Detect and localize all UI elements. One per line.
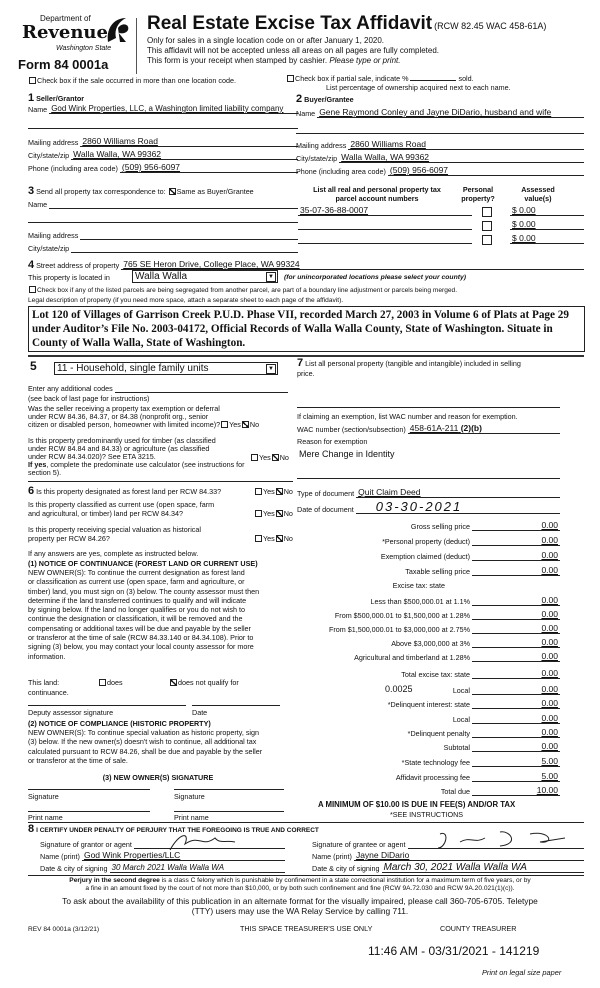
exempt-note: If claiming an exemption, list WAC number and reason for exemption.: [297, 412, 518, 421]
perjury-text: is a class C felony which is punishable by confinement in a state correctional institution for a maximum term of five years, or by: [159, 877, 531, 884]
treasurer-space-label: THIS SPACE TREASURER'S USE ONLY: [240, 924, 373, 933]
tax-row-label: Above $3,000,000 at 3%: [391, 639, 470, 648]
label: City/state/zip: [296, 154, 338, 163]
tax-row-label: Excise tax: state: [392, 581, 445, 590]
tax-row: [295, 624, 560, 634]
section-number: 6: [28, 485, 35, 497]
seller-phone-field[interactable]: (509) 956-6097: [120, 162, 298, 173]
tax-row-value[interactable]: 0.00: [472, 669, 560, 679]
partial-sold-label: sold.: [458, 74, 474, 83]
doc-date-field[interactable]: 03-30-2021: [356, 500, 560, 514]
tax-row-label: *Delinquent penalty: [407, 729, 470, 738]
section-number: 2: [296, 93, 303, 105]
tax-row-label: Affidavit processing fee: [395, 773, 470, 782]
parcel-number-value[interactable]: [298, 219, 472, 230]
print-name-line-1[interactable]: [28, 811, 150, 812]
corr-name-line2[interactable]: [28, 222, 298, 223]
tax-row: [295, 757, 560, 767]
dept-label: Department of: [40, 14, 91, 23]
q-text: under RCW 84.84 and 84.33) or agriculture (as classified: [28, 444, 210, 453]
dropdown-arrow-icon[interactable]: ▼: [266, 364, 276, 374]
alt-format-text: To ask about the availability of this publication in an alternate format for the visually impaired, please call 360-705-6705. Teletype: [62, 896, 538, 906]
tax-row: [295, 685, 560, 695]
section-divider: [28, 822, 584, 823]
assessed-header: Assessed: [521, 185, 555, 194]
tax-row: [295, 551, 560, 561]
tax-row-label: From $1,500,000.01 to $3,000,000 at 2.75%: [328, 625, 470, 634]
reason-field[interactable]: Mere Change in Identity: [299, 449, 395, 459]
property-street-field[interactable]: 765 SE Heron Drive, College Place, WA 99324: [121, 259, 584, 270]
q-bold: If yes: [28, 460, 47, 469]
timber-no-checkbox[interactable]: [272, 454, 279, 461]
forest-yes-checkbox[interactable]: [255, 488, 262, 495]
notice-line: NEW OWNER(S): To continue the current designation as forest land: [28, 568, 245, 577]
legal-description-field[interactable]: Lot 120 of Villages of Garrison Creek P.U.D. Phase VII, recorded March 27, 2003 in Volume 6 of Plats at Page 29 under Auditor’s File No. 2003-04172, Official Records of Walla Walla County, State of Washington. Situate in County of Walla Walla, State of Washington.: [28, 306, 585, 352]
tax-row-value[interactable]: 0.00: [472, 652, 560, 662]
signature-line-1[interactable]: [28, 789, 150, 790]
land-use-value: 11 - Household, single family units: [57, 363, 209, 374]
tax-row-value[interactable]: 0.00: [472, 685, 560, 695]
ownership-note: List percentage of ownership acquired next to each name.: [326, 83, 511, 92]
doc-type-field[interactable]: Quit Claim Deed: [356, 487, 560, 498]
date-label: Date: [192, 708, 208, 717]
personal-header: Personal: [462, 185, 494, 194]
tax-row-label: *Personal property (deduct): [382, 537, 470, 546]
historic-yes-checkbox[interactable]: [255, 535, 262, 542]
tax-row: [295, 596, 560, 606]
wac-sub: (2)(b): [460, 423, 482, 433]
print-name-line-2[interactable]: [174, 811, 284, 812]
tax-row-value[interactable]: 0.00: [472, 728, 560, 738]
personal-header-2: property?: [461, 194, 495, 203]
this-land-label: This land:: [28, 678, 60, 687]
partial-sale-checkbox[interactable]: [287, 75, 294, 82]
section-number: 1: [28, 92, 35, 104]
revenue-logo-icon: [104, 14, 130, 44]
wac-field[interactable]: [408, 423, 560, 434]
cashier-stamp: 11:46 AM - 03/31/2021 - 141219: [368, 944, 540, 958]
label: Signature of grantee or agent: [312, 840, 406, 849]
buyer-name-field[interactable]: Gene Raymond Conley and Jayne DiDario, husband and wife: [317, 107, 584, 118]
tax-row-value[interactable]: 0.00: [472, 638, 560, 648]
tax-row-value[interactable]: 0.00: [472, 536, 560, 546]
label: Date & city of signing: [312, 864, 380, 873]
does-qualify-checkbox[interactable]: [99, 679, 106, 686]
tax-row-label: Subtotal: [443, 743, 470, 752]
label: Enter any additional codes: [28, 384, 113, 393]
notice-line: calculated pursuant to RCW 84.26, shall be due and payable by the seller: [28, 746, 263, 756]
legal-label: Legal description of property (if you need more space, attach a separate sheet to each page of the affidavit).: [28, 297, 344, 304]
tax-row: [295, 521, 560, 531]
label: Street address of property: [36, 261, 120, 270]
assessed-value: $ 0.00: [510, 205, 584, 216]
personal-property-checkbox[interactable]: [482, 221, 492, 231]
tax-row-value[interactable]: 0.00: [472, 742, 560, 752]
legal-paper-note: Print on legal size paper: [482, 968, 562, 977]
q-text: and agricultural, or timber) land per RCW 84.34?: [28, 509, 184, 518]
tax-row-label: Exemption claimed (deduct): [380, 552, 470, 561]
corr-name-field[interactable]: [49, 198, 298, 209]
buyer-city-field[interactable]: Walla Walla, WA 99362: [339, 152, 584, 163]
s7-text: List all personal property (tangible and intangible) included in selling: [305, 359, 521, 368]
deputy-label: Deputy assessor signature: [28, 708, 114, 717]
notice-2-title: (2) NOTICE OF COMPLIANCE (HISTORIC PROPERTY): [28, 719, 211, 728]
q-text: under RCW 84.34.020)? See ETA 3215.: [28, 452, 156, 461]
certify-text: I CERTIFY UNDER PENALTY OF PERJURY THAT THE FOREGOING IS TRUE AND CORRECT: [36, 827, 319, 834]
if-any-note: If any answers are yes, complete as instructed below.: [28, 549, 199, 558]
does-label: does: [107, 678, 123, 687]
q-text: Is this property receiving special valuation as historical: [28, 525, 201, 534]
yes-label: Yes: [263, 487, 275, 496]
parcel-number-field[interactable]: [296, 233, 472, 244]
county-select[interactable]: [132, 270, 278, 283]
grantor-date-field[interactable]: 30 March 2021 Walla Walla WA: [110, 862, 285, 873]
notice-line: or classification as current use (open space, farm and agriculture, or: [28, 577, 245, 587]
deputy-signature-line[interactable]: [28, 705, 186, 706]
tax-row: [295, 610, 560, 620]
label: City/state/zip: [28, 244, 70, 253]
header-divider: [136, 18, 137, 74]
label: Name: [296, 109, 316, 118]
same-as-buyer-checkbox[interactable]: [169, 188, 176, 195]
header-line-3: This form is your receipt when stamped by cashier.: [147, 56, 328, 65]
tax-row-value[interactable]: 10.00: [472, 786, 560, 796]
signature-label: Signature: [28, 792, 59, 801]
assessed-value: $ 0.00: [510, 233, 584, 244]
additional-codes-field[interactable]: [115, 382, 288, 393]
tax-row-value[interactable]: 0.00: [472, 566, 560, 576]
label: Signature of grantor or agent: [40, 840, 132, 849]
no-label: No: [279, 453, 289, 462]
personal-property-checkbox[interactable]: [482, 207, 492, 217]
tax-row-value[interactable]: 0.00: [472, 699, 560, 709]
q-text: under RCW 84.36, 84.37, or 84.38 (nonprofit org., senior: [28, 412, 209, 421]
revision-label: REV 84 0001a (3/12/21): [28, 926, 100, 933]
q-text: Is this property designated as forest land per RCW 84.33?: [36, 487, 222, 496]
segregated-checkbox[interactable]: [29, 286, 36, 293]
section-title: Seller/Grantor: [36, 94, 85, 103]
section-title: Buyer/Grantee: [304, 95, 354, 104]
section-number: 8: [28, 823, 35, 835]
q-text: Was the seller receiving a property tax exemption or deferral: [28, 404, 220, 413]
current-use-no-checkbox[interactable]: [276, 510, 283, 517]
label: Mailing address: [28, 138, 79, 147]
see-instructions: *SEE INSTRUCTIONS: [390, 810, 464, 819]
state-label: Washington State: [56, 45, 112, 52]
yes-label: Yes: [229, 420, 241, 429]
no-label: No: [283, 534, 293, 543]
grantor-name-field[interactable]: God Wink Properties/LLC: [82, 850, 285, 861]
tax-row: [295, 669, 560, 679]
label: Name: [28, 105, 48, 114]
tax-row-label: Local: [452, 715, 470, 724]
form-number: Form 84 0001a: [18, 57, 109, 72]
tax-row: [295, 652, 560, 662]
tax-row: [295, 786, 560, 796]
forest-no-checkbox[interactable]: [276, 488, 283, 495]
tax-row: [295, 638, 560, 648]
label: Mailing address: [28, 231, 79, 240]
assessed-value-field[interactable]: [508, 233, 584, 244]
tax-row-label: Agricultural and timberland at 1.28%: [354, 653, 470, 662]
tax-row-label: Total due: [440, 787, 470, 796]
yes-label: Yes: [263, 509, 275, 518]
section-number: 7: [297, 357, 304, 369]
label: Name: [28, 200, 48, 209]
grantee-name-field[interactable]: Jayne DiDario: [354, 850, 584, 861]
personal-property-line[interactable]: [297, 407, 560, 408]
tax-row-value[interactable]: 0.00: [472, 551, 560, 561]
no-label: No: [249, 420, 260, 429]
tax-row-value[interactable]: 5.00: [472, 757, 560, 767]
notice-line: NEW OWNER(S): To continue special valuation as historic property, sign: [28, 728, 260, 737]
grantee-date-field[interactable]: March 30, 2021 Walla Walla WA: [382, 862, 584, 873]
located-note: (for unincorporated locations please select your county): [284, 274, 467, 281]
section-number: 5: [30, 359, 37, 373]
notice-line: timber) land, you must sign on (3) below. The county assessor must then: [28, 586, 260, 596]
seller-city-field[interactable]: Walla Walla, WA 99362: [71, 149, 298, 160]
notice-1-title: (1) NOTICE OF CONTINUANCE (FOREST LAND OR CURRENT USE): [28, 559, 258, 568]
section-number: 3: [28, 185, 35, 197]
section-divider: [28, 355, 584, 357]
label: Phone (including area code): [296, 167, 386, 176]
s7-text-2: price.: [297, 369, 315, 378]
section-divider: [28, 481, 293, 482]
multi-location-label: Check box if the sale occurred in more than one location code.: [37, 76, 236, 85]
assessed-value: $ 0.00: [510, 219, 584, 230]
historic-no-checkbox[interactable]: [276, 535, 283, 542]
buyer-phone-field[interactable]: (509) 956-6097: [388, 165, 584, 176]
tax-row-label: *State technology fee: [401, 758, 470, 767]
header-line-2: This affidavit will not be accepted unless all areas on all pages are fully completed.: [147, 46, 440, 55]
section-number: 4: [28, 259, 35, 271]
tax-row-label: Less than $500,000.01 at 1.1%: [370, 597, 470, 606]
header-line-3-italic: Please type or print.: [329, 56, 401, 65]
notice-line: information.: [28, 651, 66, 661]
tax-row: [295, 714, 560, 724]
parcel-header-2: parcel account numbers: [335, 194, 419, 203]
label: Mailing address: [296, 141, 347, 150]
dropdown-arrow-icon[interactable]: ▼: [266, 272, 276, 282]
tax-row-value[interactable]: 0.00: [472, 596, 560, 606]
tax-row: [295, 772, 560, 782]
multi-location-checkbox[interactable]: [29, 77, 36, 84]
notice-line: determine if the land transferred continues to qualify and will indicate: [28, 595, 247, 605]
seller-name-line2[interactable]: [28, 128, 298, 129]
print-name-label: Print name: [28, 813, 63, 822]
header-line-1: Only for sales in a single location code on or after January 1, 2020.: [147, 36, 385, 45]
deputy-date-line[interactable]: [192, 705, 280, 706]
label: Phone (including area code): [28, 164, 118, 173]
assessed-value-field[interactable]: [508, 205, 584, 216]
rcw-reference: (RCW 82.45 WAC 458-61A): [434, 21, 547, 31]
print-name-label: Print name: [174, 813, 209, 822]
no-label: No: [283, 487, 293, 496]
current-use-yes-checkbox[interactable]: [255, 510, 262, 517]
exemption-yes-checkbox[interactable]: [221, 421, 228, 428]
grantee-signature-icon: [430, 828, 570, 850]
footer-divider: [28, 875, 584, 876]
assessed-value-field[interactable]: [508, 219, 584, 230]
label: Name (print): [40, 852, 80, 861]
continuance-label: continuance.: [28, 688, 69, 697]
located-label: This property is located in: [28, 273, 110, 282]
exemption-no-checkbox[interactable]: [242, 421, 249, 428]
codes-note: (see back of last page for instructions): [28, 394, 150, 403]
parcel-number-value[interactable]: 35-07-36-88-0007: [298, 205, 472, 216]
label: Date & city of signing: [40, 864, 108, 873]
tax-row-value[interactable]: 0.00: [472, 610, 560, 620]
tax-row: [295, 728, 560, 738]
label: Name (print): [312, 852, 352, 861]
tax-row-label: Total excise tax: state: [401, 670, 470, 679]
notice-line: (3) below. If the new owner(s) doesn't wish to continue, all additional tax: [28, 737, 257, 747]
q-text: property per RCW 84.26?: [28, 534, 110, 543]
tax-row-value[interactable]: 5.00: [472, 772, 560, 782]
tax-row: [295, 581, 560, 590]
assessed-header-2: value(s): [524, 194, 552, 203]
notice-line: by signing below. If the land no longer qualifies or you do not wish to: [28, 605, 245, 615]
parcel-number-value[interactable]: [298, 233, 472, 244]
wac-value: 458-61A-211: [409, 423, 459, 433]
page-title: Real Estate Excise Tax Affidavit: [147, 13, 433, 34]
tax-row: [295, 566, 560, 576]
reason-label: Reason for exemption: [297, 437, 368, 446]
perjury-bold: Perjury in the second degree: [69, 877, 160, 884]
q-text: section 5).: [28, 468, 62, 477]
notice-line: or transferor at the time of sale (RCW 84.33.140 or 84.34.108). Prior to: [28, 633, 254, 643]
label: Type of document: [297, 489, 355, 498]
signature-label: Signature: [174, 792, 205, 801]
same-as-buyer-label: Same as Buyer/Grantee: [176, 187, 254, 196]
county-value: Walla Walla: [135, 271, 188, 282]
signature-line-2[interactable]: [174, 789, 284, 790]
q-text: Is this property classified as current use (open space, farm: [28, 500, 215, 509]
notice-line: signing (3) below, you may contact your local county assessor for more: [28, 642, 254, 652]
seller-mail-field[interactable]: 2860 Williams Road: [80, 136, 298, 147]
notice-line: continue the designation or classification, it will be removed and the: [28, 614, 243, 624]
land-use-select[interactable]: [54, 362, 278, 375]
label: Date of document: [297, 505, 354, 514]
tax-row: [295, 536, 560, 546]
alt-format-text-2: (TTY) users may use the WA Relay Service by calling 711.: [191, 905, 409, 916]
tax-row: [295, 699, 560, 709]
title-row: [147, 12, 546, 39]
parcel-number-field[interactable]: [296, 219, 472, 230]
buyer-name-line2[interactable]: [296, 133, 584, 134]
does-not-qualify-checkbox[interactable]: [170, 679, 177, 686]
partial-sale-label: Check box if partial sale, indicate %: [295, 74, 409, 83]
tax-row-label: Local: [452, 686, 470, 695]
tax-row-label: Taxable selling price: [405, 567, 470, 576]
tax-row-value[interactable]: 0.00: [472, 521, 560, 531]
tax-row-label: From $500,000.01 to $1,500,000 at 1.28%: [334, 611, 470, 620]
does-not-label: does not qualify for: [178, 678, 239, 687]
personal-property-checkbox[interactable]: [482, 235, 492, 245]
corr-mail-field[interactable]: [80, 229, 298, 240]
yes-label: Yes: [259, 453, 271, 462]
corr-city-field[interactable]: [71, 242, 298, 253]
tax-row-label: Gross selling price: [410, 522, 470, 531]
corr-label: Send all property tax correspondence to:: [36, 187, 166, 196]
local-rate: 0.0025: [385, 684, 413, 694]
q-text: Is this property predominantly used for timber (as classified: [28, 436, 216, 445]
notice-line: compensating or additional taxes will be due and payable by the seller: [28, 623, 251, 633]
notice-3-title: (3) NEW OWNER(S) SIGNATURE: [102, 773, 214, 782]
label: WAC number (section/subsection): [297, 425, 406, 434]
tax-row-value[interactable]: 0.00: [472, 714, 560, 724]
timber-yes-checkbox[interactable]: [251, 454, 258, 461]
partial-percent-field[interactable]: [410, 80, 456, 81]
seller-name-field[interactable]: God Wink Properties, LLC, a Washington limited liability company: [49, 103, 298, 114]
tax-row: [295, 742, 560, 752]
minimum-note: A MINIMUM OF $10.00 IS DUE IN FEE(S) AND/OR TAX: [318, 800, 516, 809]
segregated-label: Check box if any of the listed parcels are being segregated from another parcel, are part of a boundary line adjustment or parcels being merged.: [37, 287, 458, 294]
q-text: , complete the predominate use calculator (see instructions for: [46, 460, 245, 469]
parcel-header: List all real and personal property tax: [313, 185, 441, 194]
county-treasurer-label: COUNTY TREASURER: [440, 924, 517, 933]
q-text: citizen or disabled person, homeowner with limited income)?: [28, 420, 221, 429]
grantor-signature-icon: [160, 830, 240, 852]
perjury-text-2: a fine in an amount fixed by the court of not more than $10,000, or by both such confinement and fine (RCW 9A.72.030 and RCW 9A.20.021(1)(c)).: [85, 885, 515, 892]
tax-row-value[interactable]: 0.00: [472, 624, 560, 634]
no-label: No: [283, 509, 293, 518]
tax-row-label: *Delinquent interest: state: [387, 700, 470, 709]
reason-line[interactable]: [297, 478, 560, 479]
label: City/state/zip: [28, 151, 70, 160]
notice-line: or transferor at the time of sale.: [28, 755, 128, 765]
yes-label: Yes: [263, 534, 275, 543]
revenue-logo-text: Revenue: [22, 22, 108, 43]
parcel-number-field[interactable]: [296, 205, 472, 216]
buyer-mail-field[interactable]: 2860 Williams Road: [348, 139, 584, 150]
